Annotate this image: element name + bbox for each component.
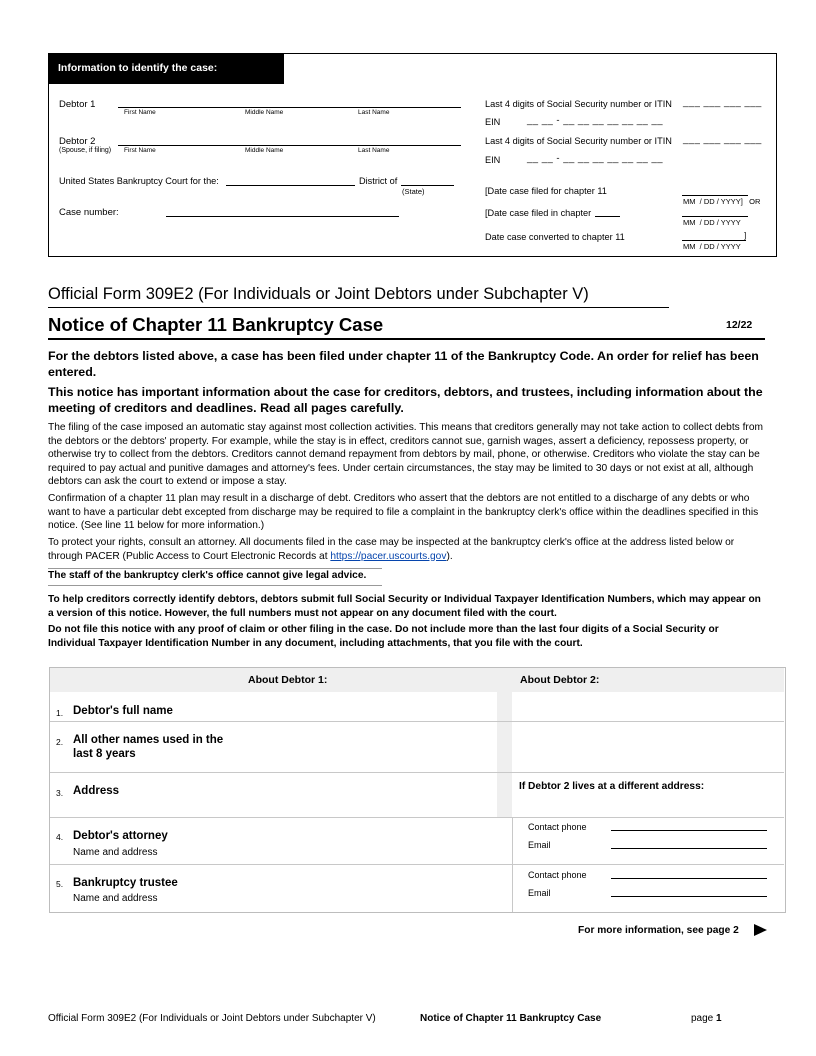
debtor2-label: Debtor 2 [59, 136, 96, 147]
date-filed-ch11-format: MM / DD / YYYY] OR [683, 197, 761, 206]
debtor1-ssn-label: Last 4 digits of Social Security number or ITIN [485, 99, 672, 109]
debtor1-ein-label: EIN [485, 117, 501, 127]
date-filed-chapter-format: MM / DD / YYYY [683, 218, 741, 227]
trustee-contact-phone-label: Contact phone [528, 870, 587, 880]
intro-paragraph-2: This notice has important information about the case for creditors, debtors, and trustees, including information about the meeting of creditors and deadlines. Read all pages carefully. [48, 385, 763, 415]
debtor1-ein-blank[interactable]: __ __ - __ __ __ __ __ __ __ [527, 115, 664, 126]
row-number: 2. [56, 737, 64, 747]
debtor2-spouse-caption: (Spouse, if filing) [59, 147, 112, 154]
trustee-email-line[interactable] [611, 896, 767, 897]
district-input-line[interactable] [401, 185, 454, 186]
notice-title: Notice of Chapter 11 Bankruptcy Case [48, 314, 384, 335]
staff-note-rule-top [48, 568, 382, 569]
debtor1-name-line[interactable] [118, 107, 461, 108]
pacer-link[interactable]: https://pacer.uscourts.gov [330, 550, 447, 562]
debtor2-ssn-blank[interactable]: ___ ___ ___ ___ [683, 134, 762, 145]
footer-page [691, 1013, 722, 1024]
footer-form-name: Official Form 309E2 (For Individuals or Joint Debtors under Subchapter V) [48, 1013, 376, 1024]
row-label-full-name: Debtor's full name [73, 705, 173, 717]
table-gutter-shade [497, 668, 512, 817]
row-divider [50, 772, 784, 773]
debtor1-last-name-caption: Last Name [358, 109, 390, 116]
date-filed-chapter-line[interactable] [682, 216, 748, 217]
court-label: United States Bankruptcy Court for the: [59, 176, 219, 186]
revision-date: 12/22 [726, 319, 753, 331]
trustee-email-label: Email [528, 888, 551, 898]
debtor1-middle-name-caption: Middle Name [245, 109, 284, 116]
date-converted-line[interactable] [682, 240, 746, 241]
date-filed-ch11-line[interactable] [682, 195, 748, 196]
district-label: District of [359, 176, 398, 186]
date-filed-chapter-label: [Date case filed in chapter [485, 208, 592, 218]
date-converted-bracket: ] [744, 231, 747, 240]
row-divider [50, 864, 784, 865]
state-caption: (State) [402, 187, 425, 196]
row-divider [50, 721, 784, 722]
form-title: Official Form 309E2 (For Individuals or Joint Debtors under Subchapter V) [48, 285, 589, 303]
debtor2-name-line[interactable] [118, 145, 461, 146]
footer-page-number: 1 [716, 1013, 722, 1024]
debtor2-first-name-caption: First Name [124, 147, 156, 154]
title-rule [48, 338, 765, 340]
row-sub-trustee: Name and address [73, 893, 158, 904]
body-paragraph-pacer [48, 536, 764, 563]
attorney-contact-phone-line[interactable] [611, 830, 767, 831]
row-label-trustee: Bankruptcy trustee [73, 877, 178, 889]
body-paragraph-ssn: To help creditors correctly identify debtors, debtors submit full Social Security or Individual Taxpayer Identification Numbers, which may appear on a version of this notice. However, the full numbers must not appear on any document filed with the court. [48, 594, 761, 619]
debtor2-last-name-caption: Last Name [358, 147, 390, 154]
col-header-debtor1: About Debtor 1: [248, 674, 328, 686]
attorney-email-label: Email [528, 840, 551, 850]
staff-note: The staff of the bankruptcy clerk's office cannot give legal advice. [48, 570, 367, 581]
row-number: 3. [56, 788, 64, 798]
debtor2-middle-name-caption: Middle Name [245, 147, 284, 154]
case-box-header: Information to identify the case: [48, 53, 284, 84]
case-number-label: Case number: [59, 207, 119, 218]
debtor2-ein-label: EIN [485, 155, 501, 165]
debtor1-ssn-blank[interactable]: ___ ___ ___ ___ [683, 97, 762, 108]
date-converted-label: Date case converted to chapter 11 [485, 232, 625, 242]
trustee-contact-phone-line[interactable] [611, 878, 767, 879]
row-sub-attorney: Name and address [73, 847, 158, 858]
court-input-line[interactable] [226, 185, 355, 186]
body-paragraph-do-not-file: Do not file this notice with any proof of claim or other filing in the case. Do not include more than the last four digits of a Social Security or Individual Taxpayer Identification Number in any document, including attachments, that you file with the court. [48, 624, 719, 649]
attorney-email-line[interactable] [611, 848, 767, 849]
body-paragraph-stay: The filing of the case imposed an automatic stay against most collection activities. This means that creditors generally may not take action to collect debts from the debtors or the debtors' property. For example, while the stay is in effect, creditors cannot sue, garnish wages, assert a deficiency, repossess property, or otherwise try to collect from the debtors. Creditors cannot demand repayment from debtors by mail, phone, or otherwise. Creditors who violate the stay can be required to pay actual and punitive damages and attorney's fees. Under certain circumstances, the stay may be limited to 30 days or not exist at all, although debtors can ask the court to extend or impose a stay. [48, 422, 763, 487]
form-title-rule [48, 307, 669, 308]
debtor1-first-name-caption: First Name [124, 109, 156, 116]
debtor2-different-address-note: If Debtor 2 lives at a different address: [519, 781, 705, 792]
column-divider [512, 817, 513, 912]
row-number: 4. [56, 832, 64, 842]
more-info-note: For more information, see page 2 [578, 925, 739, 936]
debtor2-ssn-label: Last 4 digits of Social Security number or ITIN [485, 136, 672, 146]
row-number: 5. [56, 879, 64, 889]
staff-note-rule-bottom [48, 585, 382, 586]
chapter-number-line[interactable] [595, 216, 620, 217]
col-header-debtor2: About Debtor 2: [520, 674, 600, 686]
row-number: 1. [56, 708, 64, 718]
row-label-address: Address [73, 785, 120, 797]
body-paragraph-discharge: Confirmation of a chapter 11 plan may result in a discharge of debt. Creditors who assert that the debtors are not entitled to a discharge of any debts or who want to have a particular debt excepted from discharge may be required to file a complaint in the bankruptcy clerk's office within the deadlines specified in this notice. (See line 11 below for more information.) [48, 493, 759, 531]
debtor2-ein-blank[interactable]: __ __ - __ __ __ __ __ __ __ [527, 153, 664, 164]
footer-notice-title: Notice of Chapter 11 Bankruptcy Case [420, 1013, 602, 1024]
debtor1-label: Debtor 1 [59, 99, 96, 110]
pacer-text: To protect your rights, consult an attorney. All documents filed in the case may be inspected at the bankruptcy clerk's office at the address listed below or through PACER (Public Access to Court Electronic Records at [48, 537, 735, 562]
pacer-text-end: ). [446, 550, 453, 562]
table-header-shade [50, 668, 784, 692]
row-divider [50, 817, 784, 818]
case-number-line[interactable] [166, 216, 399, 217]
attorney-contact-phone-label: Contact phone [528, 822, 587, 832]
row-label-other-names: All other names used in the last 8 years [73, 734, 224, 760]
intro-paragraph-1: For the debtors listed above, a case has been filed under chapter 11 of the Bankruptcy Code. An order for relief has been entered. [48, 349, 759, 379]
row-label-attorney: Debtor's attorney [73, 830, 168, 842]
date-filed-ch11-label: [Date case filed for chapter 11 [485, 186, 607, 196]
arrow-right-icon [754, 924, 768, 936]
footer-page-label: page [691, 1013, 714, 1024]
date-converted-format: MM / DD / YYYY [683, 242, 741, 251]
